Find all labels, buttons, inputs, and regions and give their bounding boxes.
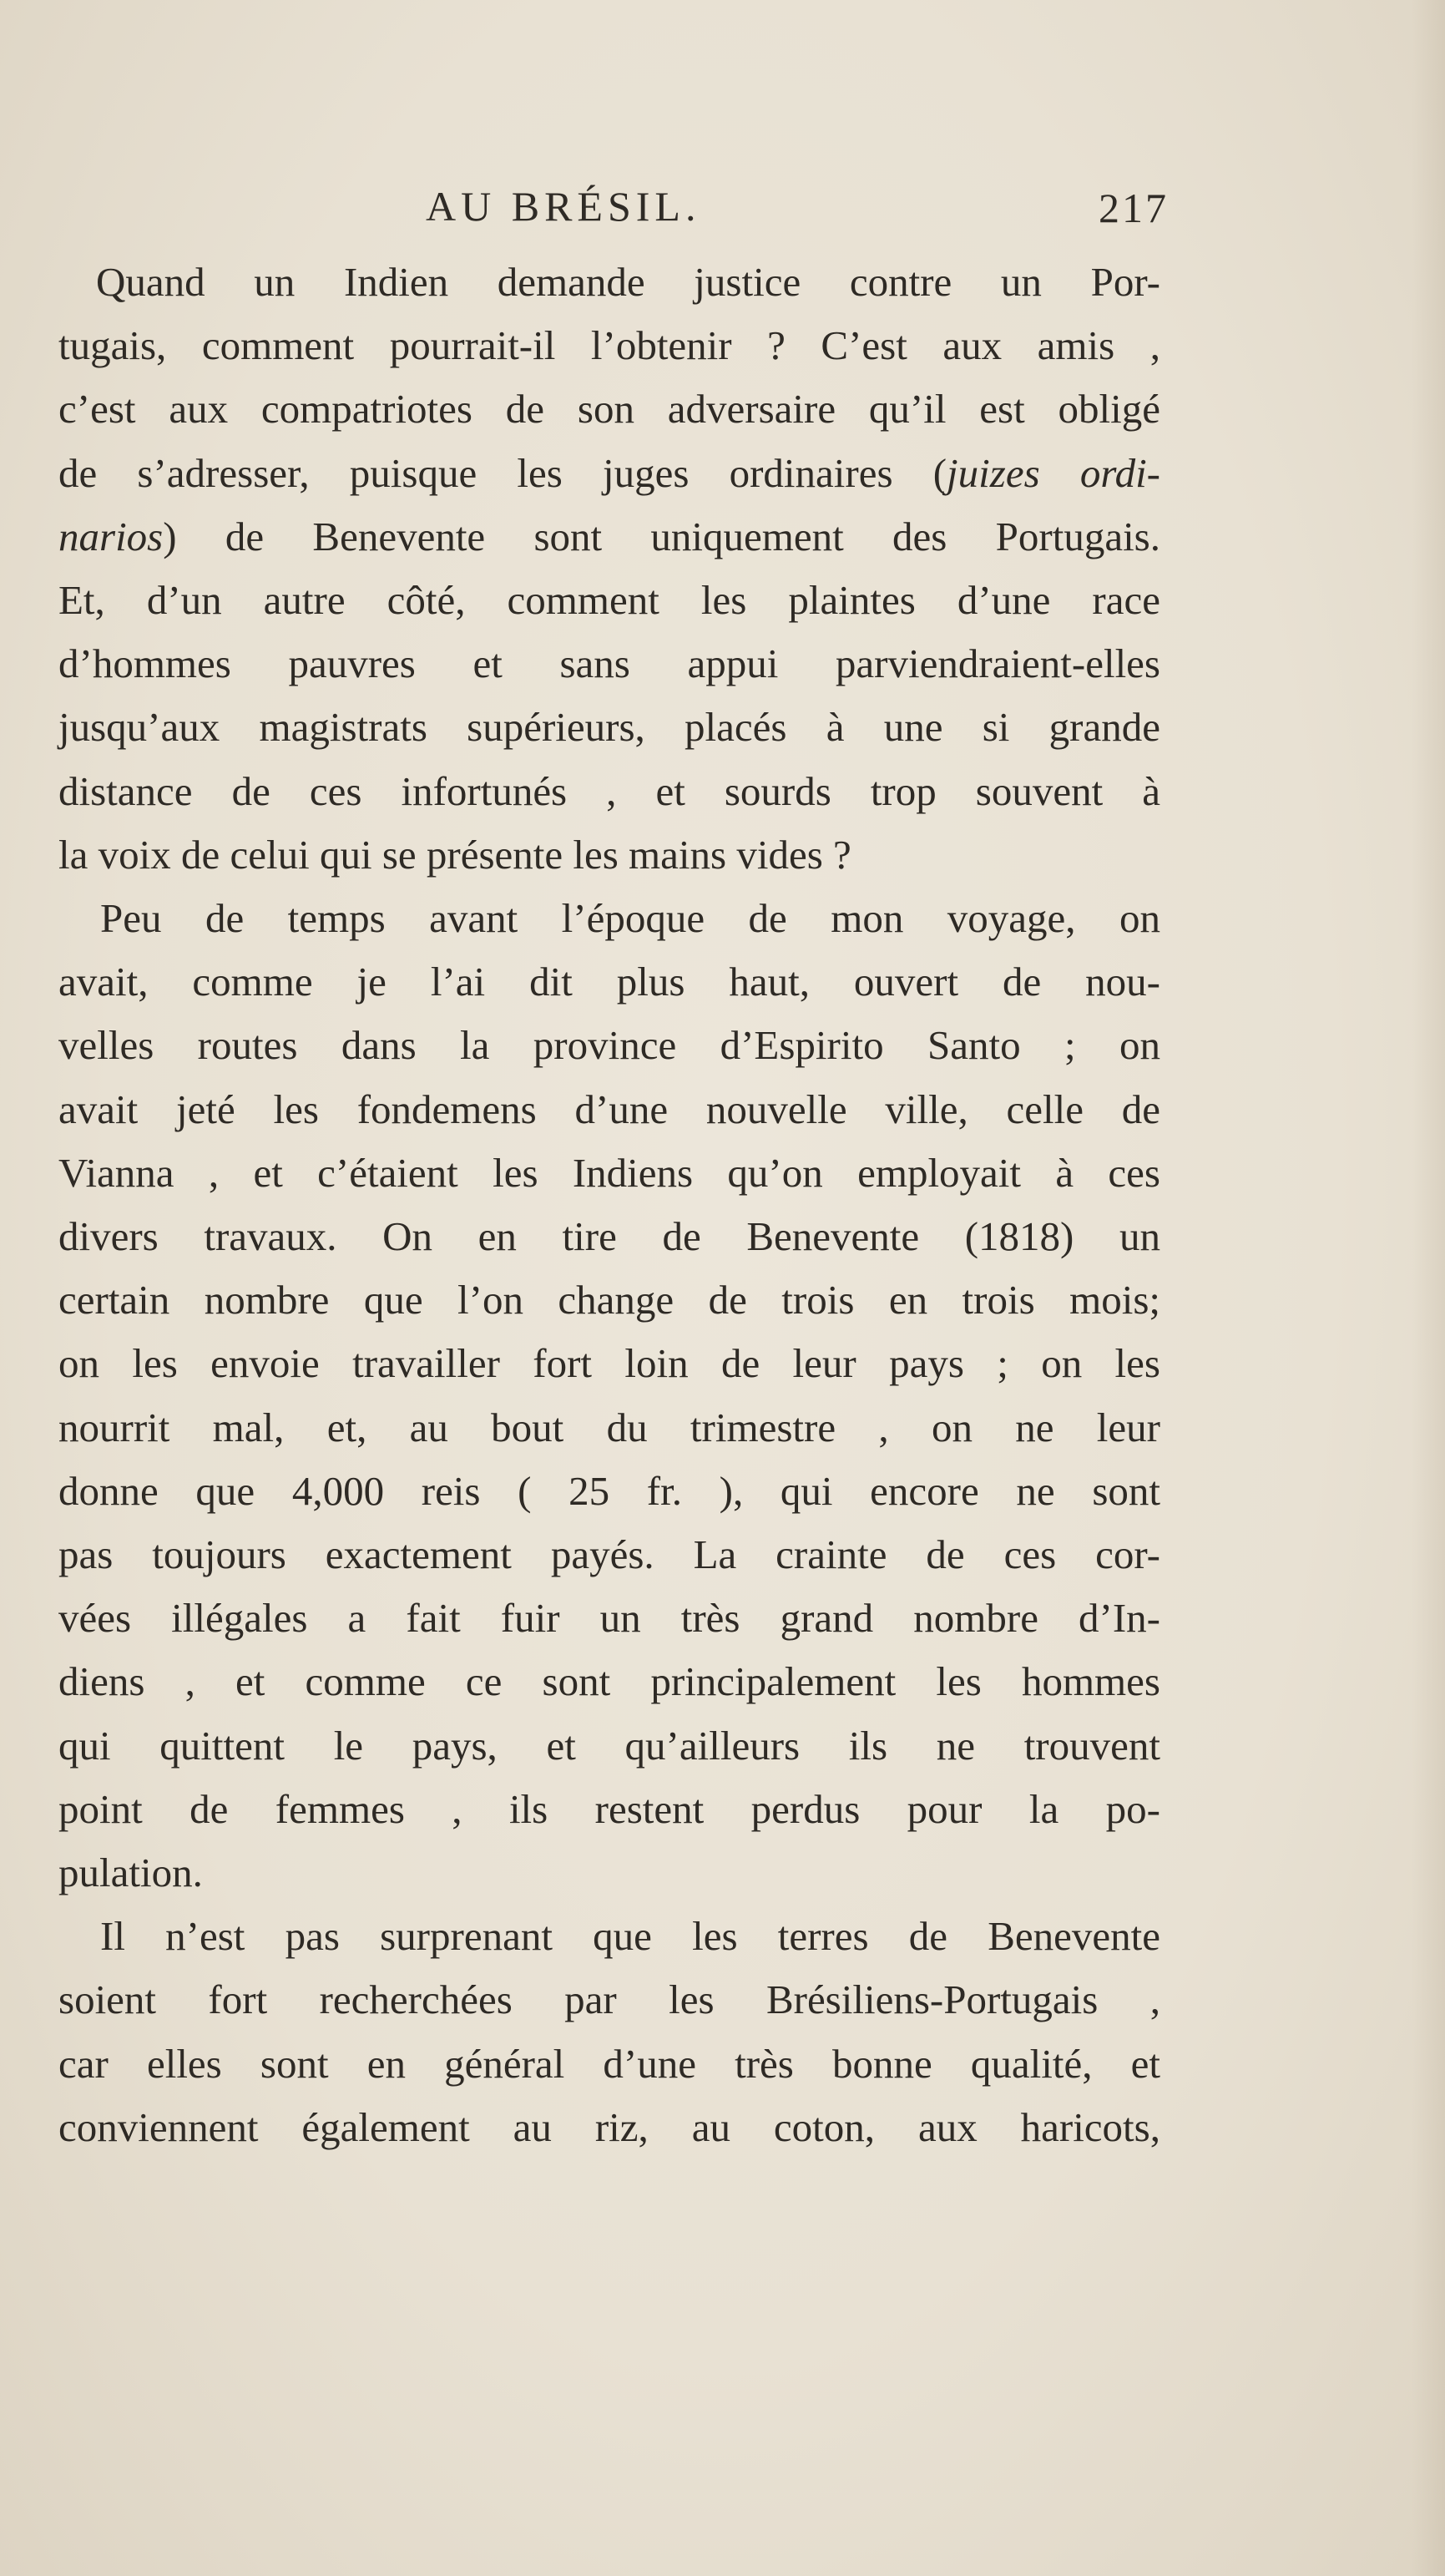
text-line: diens , et comme ce sont principalement les hommes — [58, 1658, 1160, 1705]
text-line: point de femmes , ils restent perdus pour la po- — [58, 1785, 1160, 1832]
text-line: Vianna , et c’étaient les Indiens qu’on employait à ces — [58, 1149, 1160, 1196]
text-line: distance de ces infortunés , et sourds trop souvent à — [58, 767, 1160, 814]
text-line: donne que 4,000 reis ( 25 fr. ), qui encore ne sont — [58, 1467, 1160, 1514]
text-line: avait jeté les fondemens d’une nouvelle ville, celle de — [58, 1086, 1160, 1132]
text-line: Peu de temps avant l’époque de mon voyage, on — [100, 895, 1160, 942]
italic-term: narios — [58, 513, 164, 559]
text-line: conviennent également au riz, au coton, aux haricots, — [58, 2103, 1160, 2150]
text-line: tugais, comment pourrait-il l’obtenir ? C’est aux amis , — [58, 322, 1160, 369]
text-line: on les envoie travailler fort loin de leur pays ; on les — [58, 1340, 1160, 1387]
text-line: divers travaux. On en tire de Benevente (1818) un — [58, 1213, 1160, 1260]
text-line: pulation. — [58, 1850, 203, 1896]
text-fragment: de s’adresser, puisque les juges ordinaires ( — [58, 449, 947, 496]
text-line: car elles sont en général d’une très bonne qualité, et — [58, 2040, 1160, 2087]
text-line: c’est aux compatriotes de son adversaire qu’il est obligé — [58, 386, 1160, 433]
paragraph-3 — [58, 1905, 1160, 2159]
body-text — [58, 251, 1160, 2159]
running-title: AU BRÉSIL. — [426, 183, 701, 230]
page-number: 217 — [1099, 185, 1169, 231]
text-line: certain nombre que l’on change de trois en trois mois; — [58, 1277, 1160, 1323]
text-line: nourrit mal, et, au bout du trimestre , on ne leur — [58, 1404, 1160, 1450]
text-line: d’hommes pauvres et sans appui parviendraient-elles — [58, 640, 1160, 687]
text-fragment: ) de Benevente sont uniquement des Portugais. — [163, 513, 1160, 559]
paragraph-1 — [58, 251, 1160, 887]
text-line — [58, 442, 1160, 505]
text-line: la voix de celui qui se présente les mains vides ? — [58, 831, 851, 878]
text-line: Quand un Indien demande justice contre un Por- — [96, 259, 1160, 305]
text-line: soient fort recherchées par les Brésiliens-Portugais , — [58, 1976, 1160, 2023]
italic-term: juizes ordi- — [947, 449, 1161, 496]
text-line: jusqu’aux magistrats supérieurs, placés à une si grande — [58, 704, 1160, 751]
text-line: avait, comme je l’ai dit plus haut, ouvert de nou- — [58, 959, 1160, 1005]
text-line: Il n’est pas surprenant que les terres de Benevente — [100, 1913, 1160, 1960]
paragraph-2 — [58, 887, 1160, 1905]
text-line — [58, 505, 1160, 569]
text-line: pas toujours exactement payés. La crainte de ces cor- — [58, 1531, 1160, 1578]
running-head — [58, 182, 1169, 240]
text-line: Et, d’un autre côté, comment les plaintes d’une race — [58, 577, 1160, 624]
text-line: velles routes dans la province d’Espirito Santo ; on — [58, 1022, 1160, 1069]
text-line: qui quittent le pays, et qu’ailleurs ils ne trouvent — [58, 1722, 1160, 1769]
text-line: vées illégales a fait fuir un très grand nombre d’In- — [58, 1595, 1160, 1642]
